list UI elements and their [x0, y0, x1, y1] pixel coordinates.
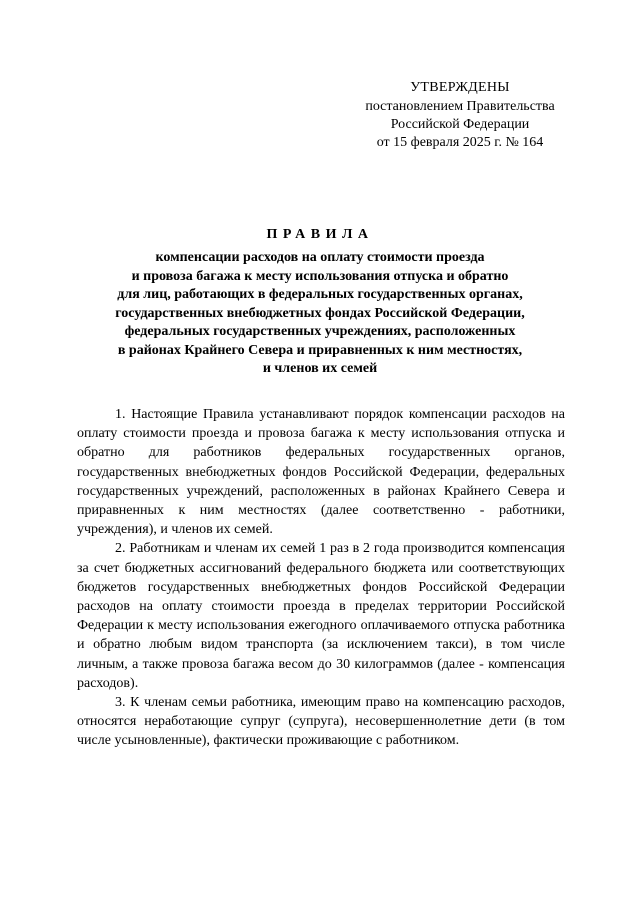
approval-heading: УТВЕРЖДЕНЫ [410, 80, 510, 95]
subtitle-line: и провоза багажа к месту использования отпуска и обратно [131, 268, 509, 284]
subtitle-line: для лиц, работающих в федеральных государственных органах, [117, 287, 523, 302]
approval-line: Российской Федерации [390, 117, 530, 132]
document-subtitle [70, 249, 570, 379]
subtitle-line: в районах Крайнего Севера и приравненных к ним местностях, [117, 342, 523, 358]
subtitle-line: компенсации расходов на оплату стоимости проезда [155, 250, 485, 265]
document-body [77, 405, 565, 751]
document-title: ПРАВИЛА [266, 227, 374, 242]
paragraph-1: 1. Настоящие Правила устанавливают порядок компенсации расходов на оплату стоимости проезда и провоза багажа к месту использования отпуска и обратно для работников федеральных государственных органов, государственных внебюджетных фондов Российской Федерации, федеральных государственных учреждений, расположенных в районах Крайнего Севера и приравненных к ним местностях (далее соответственно - работники, учреждения), и членов их семей. [77, 407, 565, 538]
subtitle-line: федеральных государственных учреждениях, расположенных [124, 324, 516, 339]
approval-block [340, 79, 580, 152]
approval-line: от 15 февраля 2025 г. № 164 [376, 135, 544, 150]
paragraph-3: 3. К членам семьи работника, имеющим право на компенсацию расходов, относятся неработающие супруг (супруга), несовершеннолетние дети (в том числе усыновленные), фактически проживающие с работником. [77, 695, 565, 749]
approval-line: постановлением Правительства [365, 99, 555, 114]
paragraph-2: 2. Работникам и членам их семей 1 раз в 2 года производится компенсация за счет бюджетных ассигнований федерального бюджета или соответствующих бюджетов государственных внебюджетных фондов Российской Федерации расходов на оплату стоимости проезда в пределах территории Российской Федерации к месту использования ежегодного оплачиваемого отпуска работника и обратно любым видом транспорта (за исключением такси), в том числе личным, а также провоза багажа весом до 30 килограммов (далее - компенсация расходов). [77, 541, 565, 691]
subtitle-line: и членов их семей [262, 361, 378, 376]
subtitle-line: государственных внебюджетных фондах Российской Федерации, [115, 305, 525, 321]
